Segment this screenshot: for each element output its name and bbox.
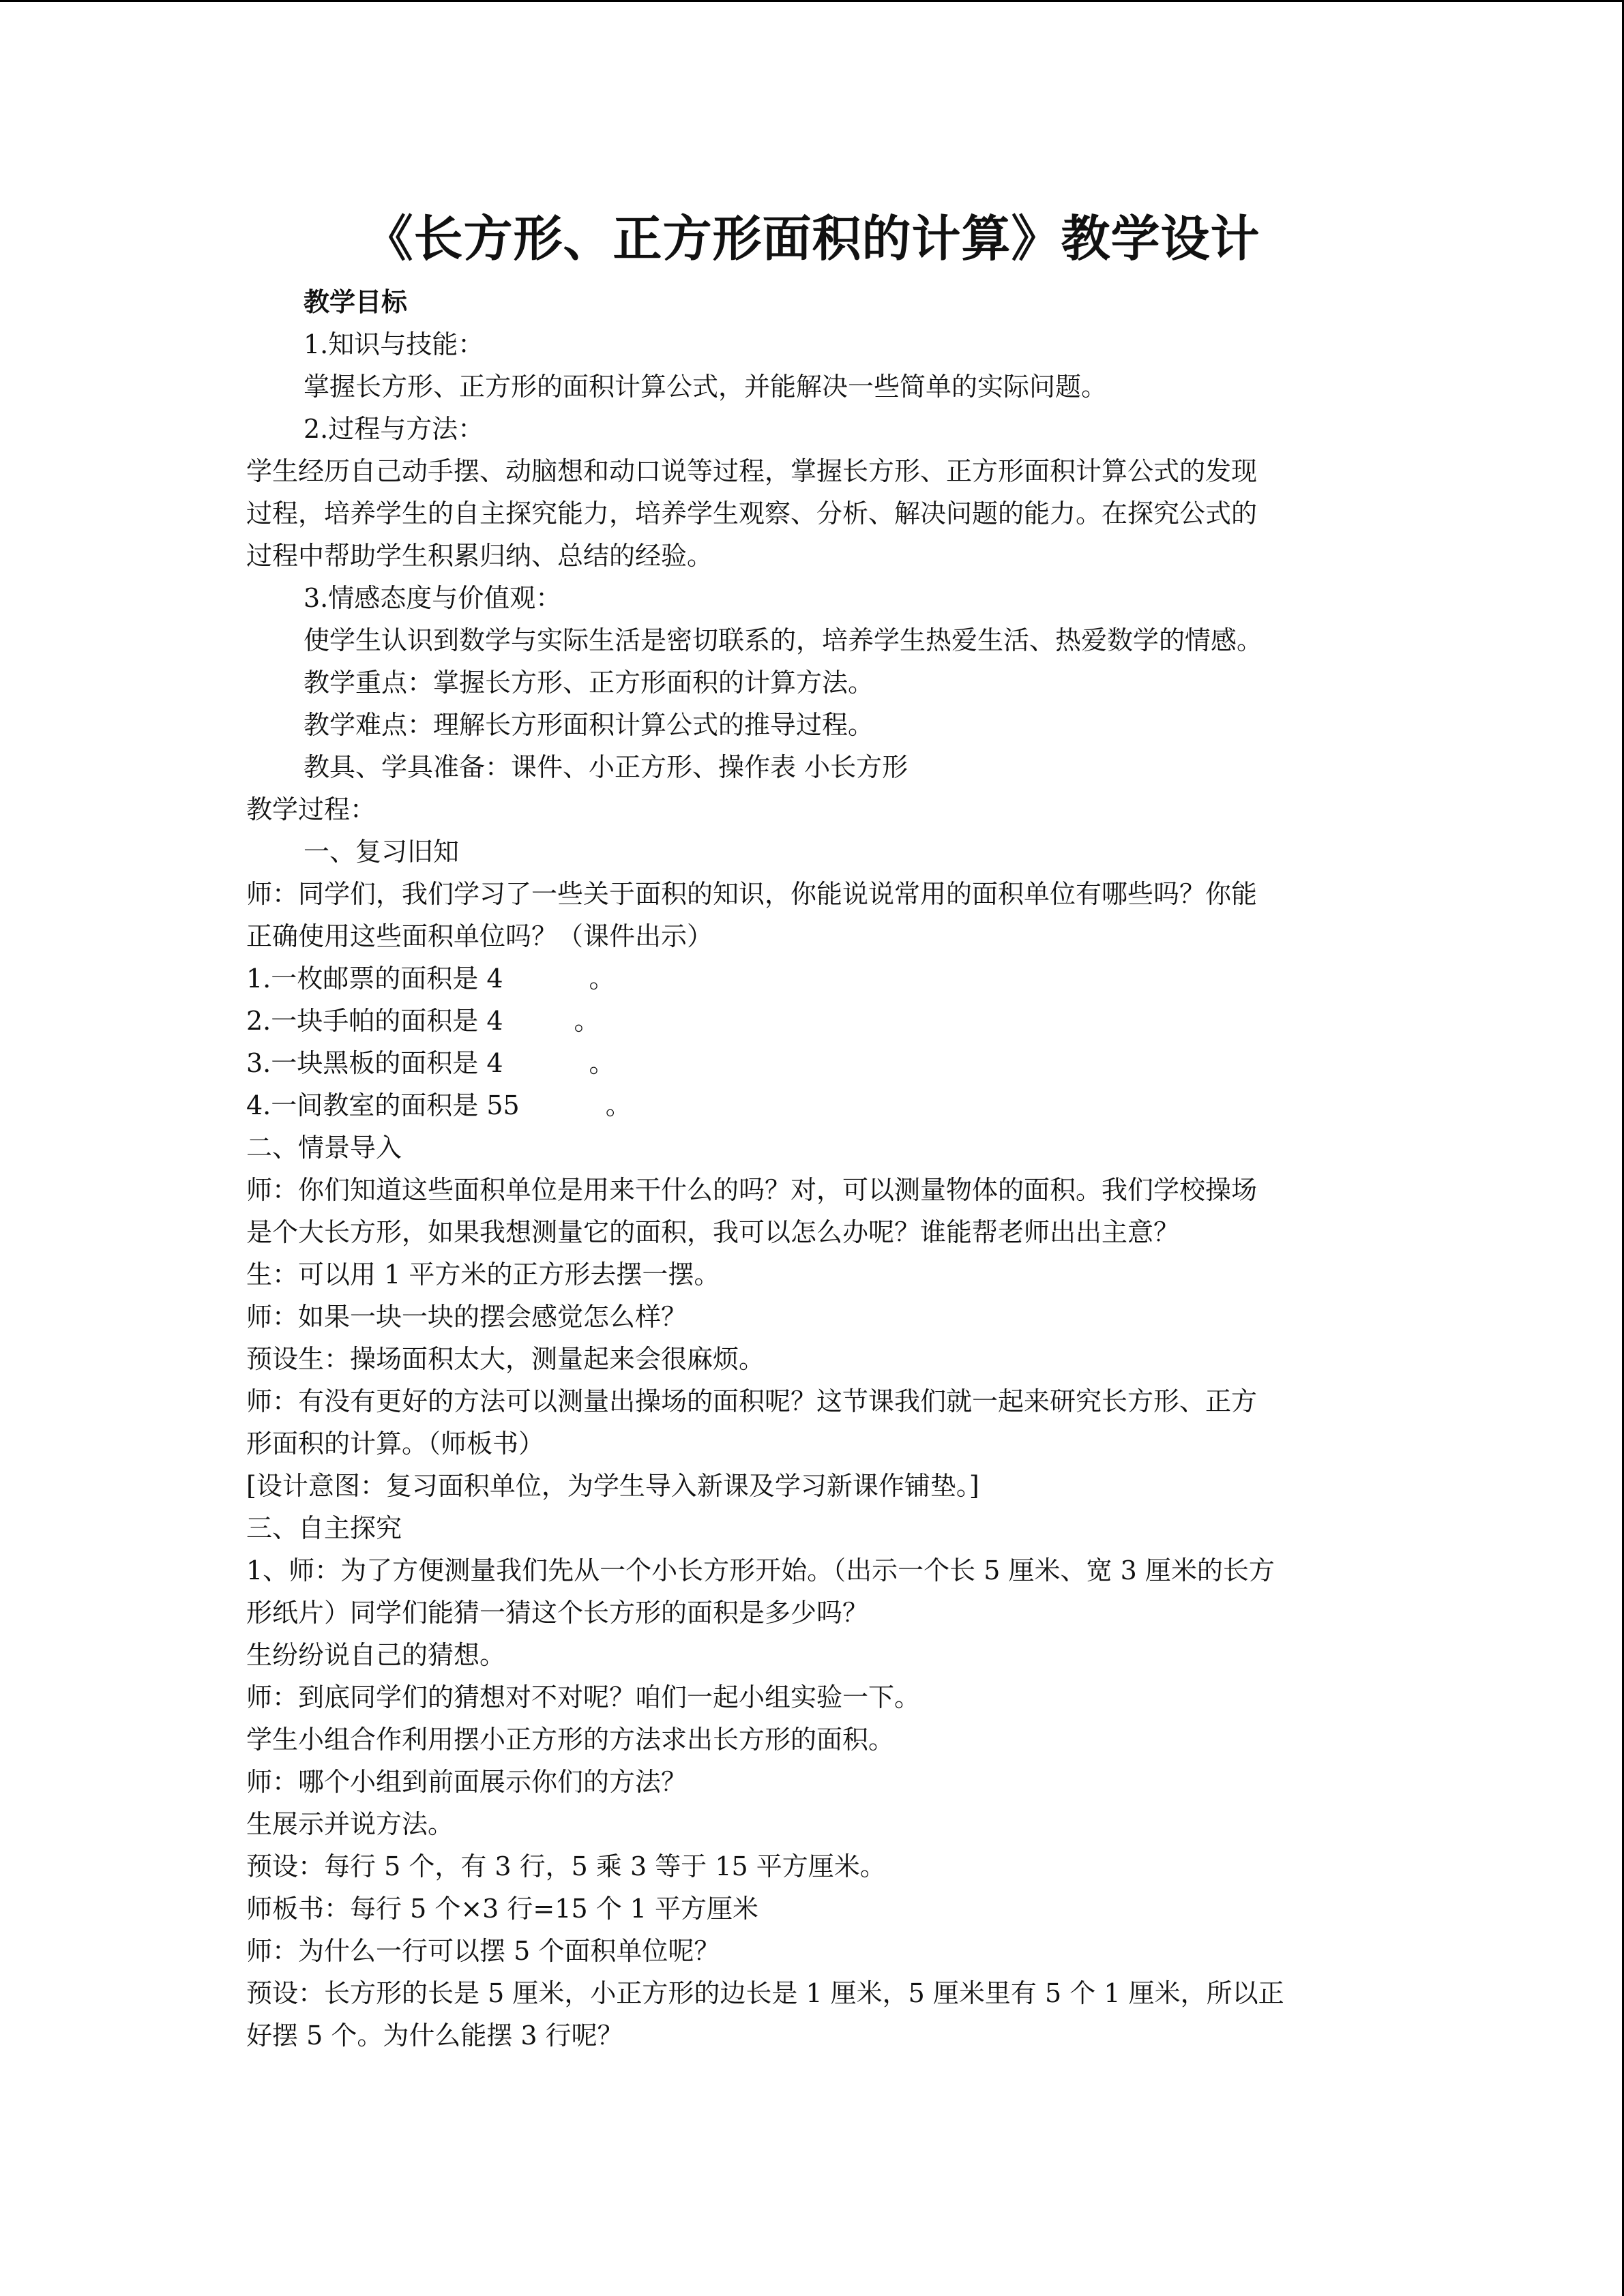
design-intent-note: [设计意图：复习面积单位，为学生导入新课及学习新课作铺垫。] xyxy=(246,1471,979,1501)
paragraph-line: 形面积的计算。（师板书） xyxy=(246,1429,545,1459)
explore-heading: 三、自主探究 xyxy=(246,1513,402,1543)
paragraph-line: 过程，培养学生的自主探究能力，培养学生观察、分析、解决问题的能力。在探究公式的 xyxy=(246,498,1258,528)
difficulty: 教学难点：理解长方形面积计算公式的推导过程。 xyxy=(304,710,874,740)
paragraph-line: 形纸片）同学们能猜一猜这个长方形的面积是多少吗？ xyxy=(246,1598,869,1628)
process-method-heading: 2.过程与方法： xyxy=(304,414,484,444)
question-text: 3.一块黑板的面积是 4 xyxy=(246,1048,503,1078)
review-question xyxy=(246,957,1378,1000)
document-title: 《长方形、正方形面积的计算》教学设计 xyxy=(364,209,1260,267)
knowledge-heading: 1.知识与技能： xyxy=(304,329,484,359)
paragraph-line: 师：有没有更好的方法可以测量出操场的面积呢？这节课我们就一起来研究长方形、正方 xyxy=(246,1386,1258,1416)
emotion-heading: 3.情感态度与价值观： xyxy=(304,583,562,613)
objectives-heading: 教学目标 xyxy=(304,287,408,317)
paragraph-line: 师板书：每行 5 个×3 行=15 个 1 平方厘米 xyxy=(246,1894,759,1924)
question-end: 。 xyxy=(605,1090,632,1120)
paragraph-line: 生：可以用 1 平方米的正方形去摆一摆。 xyxy=(246,1259,720,1289)
paragraph-line: 师：为什么一行可以摆 5 个面积单位呢？ xyxy=(246,1936,720,1966)
question-end: 。 xyxy=(589,1048,615,1078)
emotion-text: 使学生认识到数学与实际生活是密切联系的，培养学生热爱生活、热爱数学的情感。 xyxy=(304,625,1263,655)
question-text: 2.一块手帕的面积是 4 xyxy=(246,1006,503,1036)
review-heading: 一、复习旧知 xyxy=(304,837,460,867)
paragraph-line: 师：同学们，我们学习了一些关于面积的知识，你能说说常用的面积单位有哪些吗？你能 xyxy=(246,879,1258,909)
paragraph-line: 预设生：操场面积太大，测量起来会很麻烦。 xyxy=(246,1344,765,1374)
paragraph-line: 师：你们知道这些面积单位是用来干什么的吗？对，可以测量物体的面积。我们学校操场 xyxy=(246,1175,1258,1205)
key-point: 教学重点：掌握长方形、正方形面积的计算方法。 xyxy=(304,668,874,698)
paragraph-line: 预设：每行 5 个，有 3 行，5 乘 3 等于 15 平方厘米。 xyxy=(246,1851,886,1881)
knowledge-text: 掌握长方形、正方形的面积计算公式，并能解决一些简单的实际问题。 xyxy=(304,372,1108,402)
review-question xyxy=(246,1084,1378,1127)
review-question xyxy=(246,1042,1378,1084)
page-top-border xyxy=(0,0,1624,2)
paragraph-line: 学生小组合作利用摆小正方形的方法求出长方形的面积。 xyxy=(246,1725,895,1755)
paragraph-line: 师：如果一块一块的摆会感觉怎么样？ xyxy=(246,1302,688,1332)
paragraph-line: 生展示并说方法。 xyxy=(246,1809,454,1839)
paragraph-line: 过程中帮助学生积累归纳、总结的经验。 xyxy=(246,541,713,571)
materials: 教具、学具准备：课件、小正方形、操作表 小长方形 xyxy=(304,752,909,782)
question-text: 4.一间教室的面积是 55 xyxy=(246,1090,520,1120)
scenario-heading: 二、情景导入 xyxy=(246,1133,402,1163)
question-end: 。 xyxy=(574,1006,600,1036)
paragraph-line: 好摆 5 个。为什么能摆 3 行呢？ xyxy=(246,2021,623,2051)
review-question xyxy=(246,1000,1378,1042)
question-end: 。 xyxy=(589,964,615,994)
paragraph-line: 师：到底同学们的猜想对不对呢？咱们一起小组实验一下。 xyxy=(246,1682,921,1712)
question-text: 1.一枚邮票的面积是 4 xyxy=(246,964,503,994)
document-body xyxy=(246,281,1378,2057)
paragraph-line: 正确使用这些面积单位吗？（课件出示） xyxy=(246,921,713,951)
paragraph-line: 学生经历自己动手摆、动脑想和动口说等过程，掌握长方形、正方形面积计算公式的发现 xyxy=(246,456,1258,486)
paragraph-line: 预设：长方形的长是 5 厘米，小正方形的边长是 1 厘米，5 厘米里有 5 个 1 厘米，所以正 xyxy=(246,1978,1284,2008)
paragraph-line: 生纷纷说自己的猜想。 xyxy=(246,1640,506,1670)
teaching-process-heading: 教学过程： xyxy=(246,794,377,824)
paragraph-line: 是个大长方形，如果我想测量它的面积，我可以怎么办呢？谁能帮老师出出主意？ xyxy=(246,1217,1180,1247)
paragraph-line: 师：哪个小组到前面展示你们的方法？ xyxy=(246,1767,688,1797)
paragraph-line: 1、师：为了方便测量我们先从一个小长方形开始。（出示一个长 5 厘米、宽 3 厘米的长方 xyxy=(246,1555,1275,1585)
